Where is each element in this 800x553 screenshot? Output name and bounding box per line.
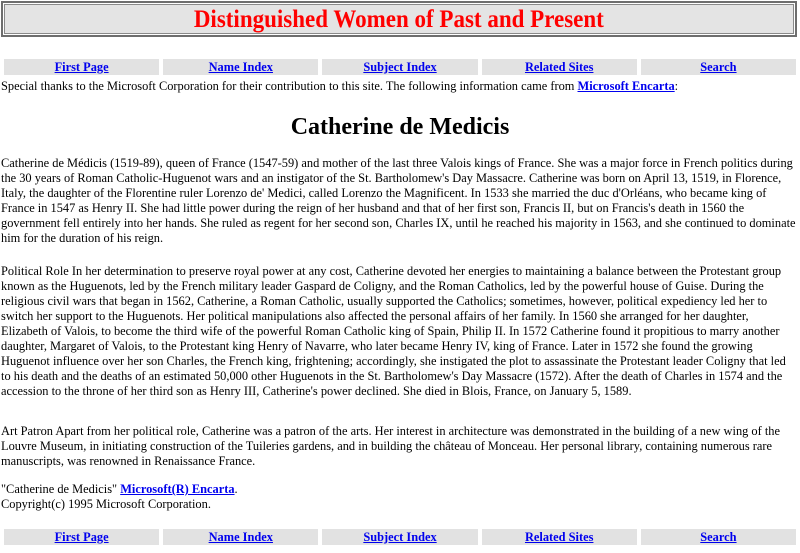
encarta-citation-link[interactable]: Microsoft(R) Encarta — [120, 482, 235, 496]
microsoft-encarta-link[interactable]: Microsoft Encarta — [577, 79, 675, 93]
thanks-note — [1, 79, 797, 94]
nav-cell-subject-index — [322, 529, 477, 545]
nav-link-first-page[interactable]: First Page — [54, 60, 109, 74]
citation — [1, 482, 797, 512]
citation-suffix: . — [234, 482, 238, 496]
nav-cell-related-sites — [482, 529, 637, 545]
site-title-banner — [1, 1, 797, 37]
nav-cell-subject-index — [322, 59, 477, 75]
bottom-navigation — [4, 529, 796, 545]
nav-link-search[interactable]: Search — [700, 60, 737, 74]
thanks-text: Special thanks to the Microsoft Corporation for their contribution to this site. The following information came from — [1, 79, 578, 93]
nav-cell-search — [641, 59, 796, 75]
article-paragraph-intro: Catherine de Médicis (1519-89), queen of France (1547-59) and mother of the last three Valois kings of France. She was a major force in French politics during the 30 years of Roman Catholic-Huguenot wars and an instigator of the St. Bartholomew's Day Massacre. Catherine was born on April 13, 1519, in Florence, Italy, the daughter of the Florentine ruler Lorenzo de' Medici, called Lorenzo the Magnificent. In 1533 she married the duc d'Orléans, who became king of France in 1547 as Henry II. She had little power during the reign of her husband and that of her first son, Francis II, but on Francis's death in 1560 the government fell entirely into her hands. She ruled as regent for her second son, Charles IX, until he reached his majority in 1563, and she continued to dominate him for the duration of his reign. — [1, 156, 796, 245]
nav-cell-first-page — [4, 529, 159, 545]
nav-link-name-index[interactable]: Name Index — [208, 60, 273, 74]
nav-link-search[interactable]: Search — [700, 530, 737, 544]
site-title-inner — [4, 4, 794, 34]
nav-cell-name-index — [163, 59, 318, 75]
nav-link-first-page[interactable]: First Page — [54, 530, 109, 544]
nav-cell-search — [641, 529, 796, 545]
nav-link-subject-index[interactable]: Subject Index — [363, 60, 437, 74]
nav-cell-related-sites — [482, 59, 637, 75]
top-navigation — [4, 59, 796, 75]
article-paragraph-political-role: Political Role In her determination to preserve royal power at any cost, Catherine devoted her energies to maintaining a balance between the Protestant group known as the Huguenots, led by the French military leader Gaspard de Coligny, and the Roman Catholics, led by the powerful house of Guise. During the religious civil wars that began in 1562, Catherine, a Roman Catholic, usually supported the Catholics; sometimes, however, political expediency led her to switch her support to the Huguenots. Her political manipulations also affected the personal affairs of her family. In 1560 she arranged for her daughter, Elizabeth of Valois, to become the third wife of the powerful Roman Catholic king of Spain, Philip II. In 1572 Catherine found it propitious to marry another daughter, Margaret of Valois, to the Protestant king Henry of Navarre, who later became Henry IV, king of France. Later in 1572 she found the growing Huguenot influence over her son Charles, the French king, frightening; accordingly, she instigated the plot to assassinate the Protestant leader Coligny that led to his death and the deaths of an estimated 50,000 other Huguenots in the St. Bartholomew's Day Massacre (1572). After the death of Charles in 1574 and the accession to the throne of her third son as Henry III, Catherine's power declined. She died in Blois, France, on January 5, 1589. — [1, 264, 786, 398]
nav-cell-name-index — [163, 529, 318, 545]
nav-link-subject-index[interactable]: Subject Index — [363, 530, 437, 544]
thanks-suffix: : — [674, 79, 679, 93]
nav-link-related-sites[interactable]: Related Sites — [524, 530, 594, 544]
citation-prefix: "Catherine de Medicis" — [1, 482, 121, 496]
nav-link-name-index[interactable]: Name Index — [208, 530, 273, 544]
article-title: Catherine de Medicis — [290, 114, 510, 140]
nav-cell-first-page — [4, 59, 159, 75]
site-title: Distinguished Women of Past and Present — [193, 6, 605, 33]
article-paragraph-art-patron: Art Patron Apart from her political role, Catherine was a patron of the arts. Her interest in architecture was demonstrated in the building of a new wing of the Louvre Museum, in initiating construction of the Tuileries gardens, and in building the château of Monceau. Her personal library, containing numerous rare manuscripts, was renowned in Renaissance France. — [1, 424, 780, 468]
copyright-text: Copyright(c) 1995 Microsoft Corporation. — [1, 497, 211, 511]
nav-link-related-sites[interactable]: Related Sites — [524, 60, 594, 74]
